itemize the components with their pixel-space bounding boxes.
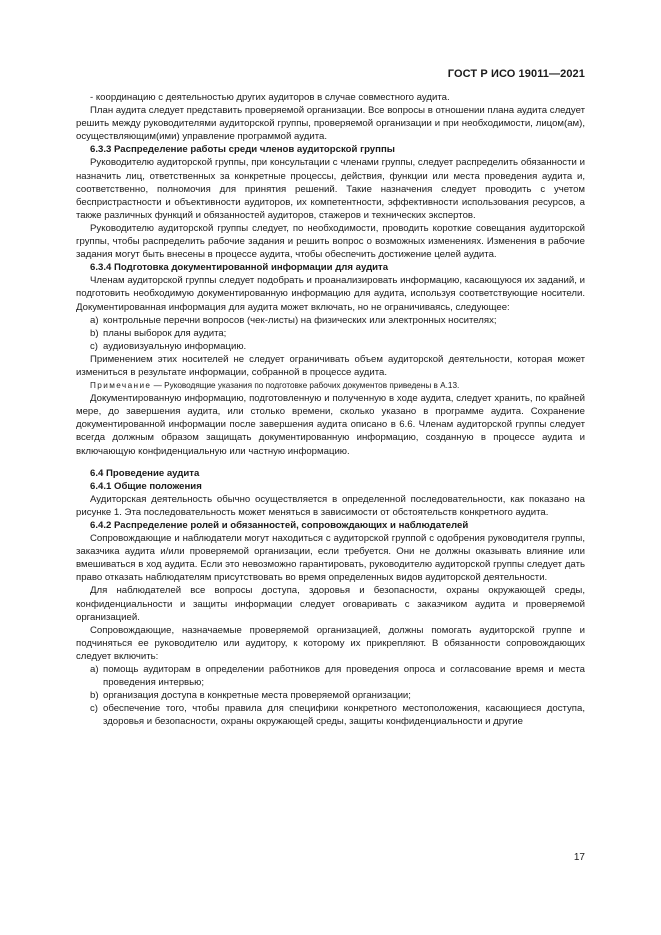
paragraph: Применением этих носителей не следует ограничивать объем аудиторской деятельности, которая может измениться в результате информации, собранной в процессе аудита. — [76, 353, 585, 378]
page-number: 17 — [573, 852, 585, 863]
paragraph: Членам аудиторской группы следует подобрать и проанализировать информацию, касающуюся их заданий, и подготовить необходимую документированную информацию для аудита, используя соответствующие носители. Документированная информация для аудита может включать, но не ограничиваясь, следующее: — [76, 275, 585, 313]
document-body — [76, 91, 585, 729]
section-heading-6-3-4: 6.3.4 Подготовка документированной информации для аудита — [90, 262, 389, 274]
list-item — [76, 340, 585, 353]
paragraph: План аудита следует представить проверяемой организации. Все вопросы в отношении плана аудита следует решить между руководителями аудиторской группы, проверяемой организации и при необходимости, лицом(ам), осуществляющим(ими) управление программой аудита. — [76, 105, 585, 143]
list-item-text: организация доступа в конкретные места проверяемой организации; — [103, 690, 411, 702]
list-item-label: a) — [90, 664, 99, 676]
paragraph: Сопровождающие и наблюдатели могут находиться с аудиторской группой с одобрения руководителя группы, заказчика аудита и/или проверяемой организации, если требуется. Они не должны оказывать влияние или вмешиваться в ход аудита. Если это невозможно гарантировать, руководителю аудиторской группы следует дать право отказать наблюдателям присутствовать во время определенных видов аудиторской деятельности. — [76, 533, 585, 584]
list-item-text: обеспечение того, чтобы правила для специфики конкретного местоположения, касающиеся доступа, здоровья и безопасности, охраны окружающей среды, защиты конфиденциальности и другие — [103, 703, 585, 728]
list-item-label: c) — [90, 340, 98, 352]
list-item-label: c) — [90, 703, 98, 715]
section-heading-6-4-2: 6.4.2 Распределение ролей и обязанностей, сопровождающих и наблюдателей — [90, 520, 469, 531]
paragraph: Для наблюдателей все вопросы доступа, здоровья и безопасности, охраны окружающей среды, конфиденциальности и защиты информации следует оговаривать с заказчиком аудита и проверяемой организацией. — [76, 585, 585, 623]
list-item-label: b) — [90, 327, 99, 339]
note — [76, 379, 585, 392]
list-item-text: помощь аудиторам в определении работников для проведения опроса и согласование время и места проведения интервью; — [103, 664, 585, 689]
section-heading-6-3-3: 6.3.3 Распределение работы среди членов аудиторской группы — [90, 144, 395, 156]
list-item — [76, 702, 585, 728]
paragraph: Руководителю аудиторской группы, при консультации с членами группы, следует распределить обязанности и назначить лиц, ответственных за конкретные процессы, действия, функции или места проведения аудита и, соответственно, полномочия для принятия решений. Такие назначения следует проводить с учетом беспристрастности и объективности аудиторов, их компетентности, эффективности использования ресурсов, а также различных функций и обязанностей аудиторов, стажеров и технических экспертов. — [76, 157, 585, 221]
standard-header: ГОСТ Р ИСО 19011—2021 — [447, 68, 585, 80]
section-heading-6-4-1: 6.4.1 Общие положения — [90, 480, 202, 492]
list-item-label: a) — [90, 314, 99, 326]
paragraph: Аудиторская деятельность обычно осуществляется в определенной последовательности, как показано на рисунке 1. Эта последовательность может меняться в зависимости от обстоятельств конкретного аудита. — [76, 493, 585, 518]
paragraph: Сопровождающие, назначаемые проверяемой организацией, должны помогать аудиторской группе и подчиняться ее руководителю или аудитору, к которому их прикрепляют. В обязанности сопровождающих следует включить: — [76, 624, 585, 662]
list-item — [76, 663, 585, 689]
paragraph: Документированную информацию, подготовленную и полученную в ходе аудита, следует хранить, по крайней мере, до завершения аудита, или столько времени, сколько указано в программе аудита. Сохранение документированной информации после завершения аудита описано в 6.6. Членам аудиторской группы следует всегда должным образом защищать документированную информацию, созданную в процессе аудита и включающую конфиденциальную или частную информацию. — [76, 393, 585, 457]
section-heading-6-4: 6.4 Проведение аудита — [90, 467, 200, 479]
list-item — [76, 689, 585, 702]
note-text: — Руководящие указания по подготовке рабочих документов приведены в А.13. — [151, 381, 460, 391]
note-label: Примечание — [90, 381, 152, 391]
paragraph: Руководителю аудиторской группы следует, по необходимости, проводить короткие совещания аудиторской группы, чтобы распределить рабочие задания и решить вопрос о возможных изменениях. Изменения в рабочие задания могут быть внесены в процессе аудита, чтобы обеспечить достижение целей аудита. — [76, 222, 585, 261]
list-item — [76, 327, 585, 340]
list-item-text: контрольные перечни вопросов (чек-листы) на физических или электронных носителях; — [103, 314, 497, 326]
list-item-text: планы выборок для аудита; — [103, 327, 227, 339]
list-item — [76, 314, 585, 327]
paragraph: - координацию с деятельностью других аудиторов в случае совместного аудита. — [90, 92, 450, 103]
list-item-text: аудиовизуальную информацию. — [103, 340, 247, 352]
list-item-label: b) — [90, 690, 99, 702]
